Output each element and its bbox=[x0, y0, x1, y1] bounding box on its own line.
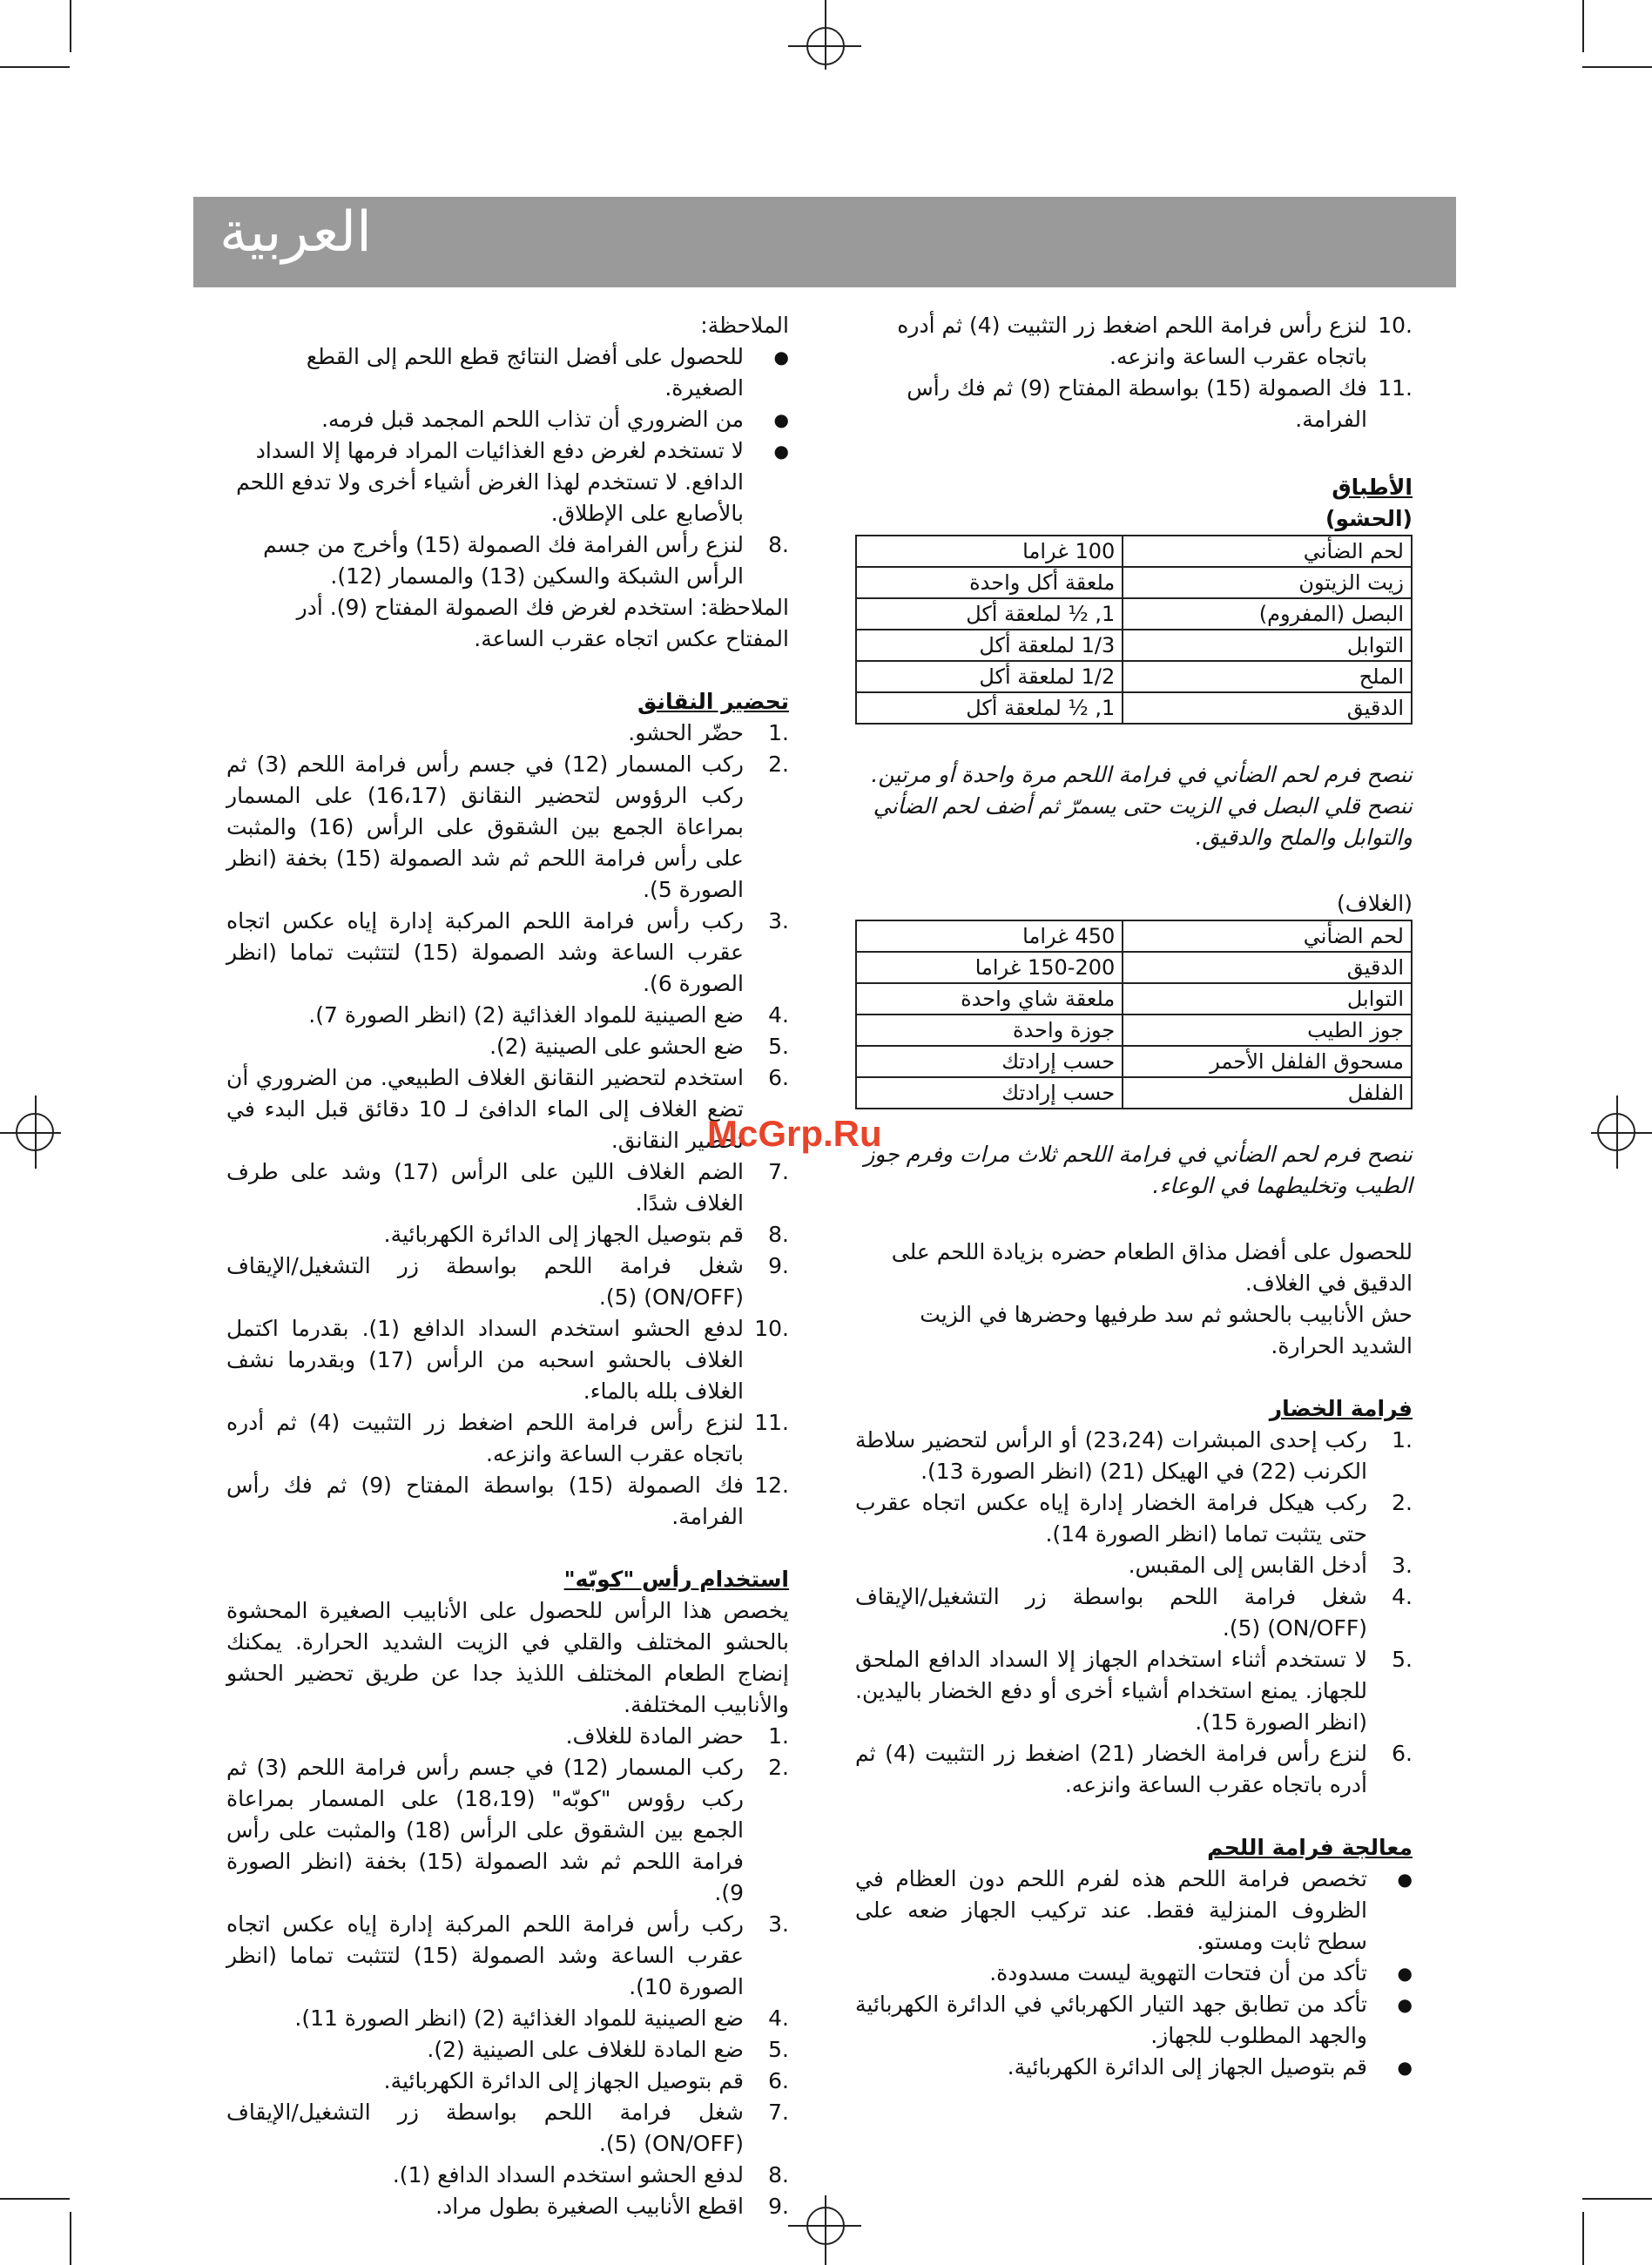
watermark: McGrp.Ru bbox=[707, 1113, 882, 1154]
list-item: ● تأكد من أن فتحات التهوية ليست مسدودة. bbox=[855, 1958, 1413, 1989]
filling-subheading: (الحشو) bbox=[1325, 506, 1413, 531]
kebbe-heading: استخدام رأس "كوبّه" bbox=[563, 1567, 789, 1592]
crop-mark bbox=[70, 2212, 71, 2265]
table-row: مسحوق الفلفل الأحمر حسب إرادتك bbox=[856, 1046, 1412, 1077]
language-banner bbox=[193, 197, 1456, 287]
list-item: .10 لدفع الحشو استخدم السداد الدافع (1). بقدرما اكتمل الغلاف بالحشو اسحبه من الرأس (17) وبقدرما نشف الغلاف بلله بالماء. bbox=[226, 1316, 789, 1404]
tip: للحصول على أفضل مذاق الطعام حضره بزيادة اللحم على الدقيق في الغلاف. bbox=[891, 1239, 1413, 1296]
table-row: التوابل ملعقة شاي واحدة bbox=[856, 983, 1412, 1015]
sausage-steps-list bbox=[226, 718, 789, 1533]
table-row: زيت الزيتون ملعقة أكل واحدة bbox=[856, 567, 1412, 598]
list-item: .1 ركب إحدى المبشرات (23،24) أو الرأس لتحضير سلاطة الكرنب (22) في الهيكل (21) (انظر الصورة 13). bbox=[855, 1427, 1413, 1484]
top-steps-list bbox=[855, 310, 1413, 435]
list-item: .4 ضع الصينية للمواد الغذائية (2) (انظر الصورة 11). bbox=[294, 2005, 789, 2031]
casing-table bbox=[855, 920, 1413, 1109]
list-item: .7 الضم الغلاف اللين على الرأس (17) وشد على طرف الغلاف شدًا. bbox=[226, 1159, 789, 1216]
crop-mark bbox=[1582, 2198, 1652, 2200]
note-2: الملاحظة: استخدم لغرض فك الصمولة المفتاح (9). أدر المفتاح عكس اتجاه عقرب الساعة. bbox=[296, 595, 789, 651]
list-item: .5 ضع الحشو على الصينية (2). bbox=[489, 1034, 789, 1059]
list-item: ● قم بتوصيل الجهاز إلى الدائرة الكهربائية. bbox=[855, 2052, 1413, 2083]
note-label: الملاحظة: bbox=[700, 313, 789, 338]
list-item: .4 شغل فرامة اللحم بواسطة زر التشغيل/الإيقاف (ON/OFF) (5). bbox=[855, 1584, 1413, 1641]
list-item: .3 ركب رأس فرامة اللحم المركبة إدارة إياه عكس اتجاه عقرب الساعة وشد الصمولة (15) لتتثبت تماما (انظر الصورة 10). bbox=[226, 1911, 789, 1999]
sausage-heading: تحضير النقانق bbox=[637, 689, 789, 714]
casing-note: ننصح فرم لحم الضأني في فرامة اللحم ثلاث مرات وفرم جوز الطيب وتخليطهما في الوعاء. bbox=[864, 1142, 1413, 1198]
table-row: التوابل 1/3 لملعقة أكل bbox=[856, 630, 1412, 661]
list-item: ● تأكد من تطابق جهد التيار الكهربائي في الدائرة الكهربائية والجهد المطلوب للجهاز. bbox=[855, 1989, 1413, 2052]
list-item: .4 ضع الصينية للمواد الغذائية (2) (انظر الصورة 7). bbox=[308, 1002, 789, 1028]
kebbe-intro: يخصص هذا الرأس للحصول على الأنابيب الصغيرة المحشوة بالحشو المختلف والقلي في الزيت الشديد الحرارة. يمكنك إنضاج الطعام المختلف اللذيذ جدا عن طريق تحضير الحشو والأنابيب المختلفة. bbox=[226, 1598, 789, 1717]
list-item: .8 لنزع رأس الفرامة فك الصمولة (15) وأخرج من جسم الرأس الشبكة والسكين (13) والمسمار (12). bbox=[263, 532, 789, 589]
crop-mark bbox=[70, 0, 71, 52]
processing-heading: معالجة فرامة اللحم bbox=[1207, 1835, 1413, 1860]
list-item: .11 فك الصمولة (15) بواسطة المفتاح (9) ثم فك رأس الفرامة. bbox=[907, 375, 1413, 432]
list-item: .2 ركب هيكل فرامة الخضار إدارة إياه عكس اتجاه عقرب حتى يتثبت تماما (انظر الصورة 14). bbox=[855, 1490, 1413, 1547]
list-item: ● لا تستخدم لغرض دفع الغذائيات المراد فرمها إلا السداد الدافع. لا تستخدم لهذا الغرض أشياء أخرى ولا تدفع اللحم بالأصابع على الإطلاق. bbox=[226, 435, 789, 529]
list-item: .2 ركب المسمار (12) في جسم رأس فرامة اللحم (3) ثم ركب رؤوس "كوبّه" (18،19) على المسمار بمراعاة الجمع بين الشقوق على الرأس (18) والمثبت على رأس فرامة اللحم ثم شد الصمولة (15) بخفة (انظر الصورة 9). bbox=[226, 1755, 789, 1905]
list-item: ● للحصول على أفضل النتائج قطع اللحم إلى القطع الصغيرة. bbox=[226, 341, 789, 404]
list-item: .11 لنزع رأس فرامة اللحم اضغط زر التثبيت (4) ثم أدره باتجاه عقرب الساعة وانزعه. bbox=[226, 1410, 789, 1466]
casing-subheading: (الغلاف) bbox=[1337, 891, 1413, 916]
registration-mark bbox=[806, 2207, 845, 2245]
list-item: .3 أدخل القابس إلى المقبس. bbox=[1128, 1553, 1413, 1578]
processing-bullets bbox=[855, 1864, 1413, 2083]
table-row: لحم الضأني 450 غراما bbox=[856, 920, 1412, 952]
filling-table bbox=[855, 535, 1413, 725]
tip: حش الأنابيب بالحشو ثم سد طرفيها وحضرها في الزيت الشديد الحرارة. bbox=[920, 1302, 1413, 1358]
list-item: ● تخصص فرامة اللحم هذه لفرم اللحم دون العظام في الظروف المنزلية فقط. عند تركيب الجهاز ضعه على سطح ثابت ومستو. bbox=[855, 1864, 1413, 1958]
list-item: .2 ركب المسمار (12) في جسم رأس فرامة اللحم (3) ثم ركب الرؤوس لتحضير النقانق (16،17) على المسمار بمراعاة الجمع بين الشقوق على الرأس (16) والمثبت على رأس فرامة اللحم ثم شد الصمولة (15) بخفة (انظر الصورة 5). bbox=[226, 752, 789, 902]
vegetable-steps-list bbox=[855, 1425, 1413, 1801]
filling-note: ننصح فرم لحم الضأني في فرامة اللحم مرة واحدة أو مرتين. bbox=[871, 762, 1413, 787]
registration-mark bbox=[16, 1113, 54, 1151]
crop-mark bbox=[0, 2198, 70, 2200]
list-item: .7 شغل فرامة اللحم بواسطة زر التشغيل/الإيقاف (ON/OFF) (5). bbox=[226, 2100, 789, 2156]
table-row: الفلفل حسب إرادتك bbox=[856, 1077, 1412, 1109]
list-item: ● من الضروري أن تذاب اللحم المجمد قبل فرمه. bbox=[226, 404, 789, 435]
list-item: .6 استخدم لتحضير النقانق الغلاف الطبيعي. من الضروري أن تضع الغلاف إلى الماء الدافئ لـ 10 دقائق قبل البدء في تحضير النقانق. bbox=[226, 1065, 789, 1153]
right-column bbox=[855, 310, 1413, 2083]
list-item: .12 فك الصمولة (15) بواسطة المفتاح (9) ثم فك رأس الفرامة. bbox=[226, 1473, 789, 1529]
dishes-heading: الأطباق bbox=[1332, 475, 1413, 500]
registration-mark bbox=[1597, 1113, 1635, 1151]
kebbe-steps-list bbox=[226, 1721, 789, 2222]
crop-mark bbox=[1582, 2212, 1584, 2265]
crop-mark bbox=[1582, 66, 1652, 68]
list-item: .10 لنزع رأس فرامة اللحم اضغط زر التثبيت (4) ثم أدره باتجاه عقرب الساعة وانزعه. bbox=[897, 313, 1413, 369]
table-row: البصل (المفروم) 1, ½ لملعقة أكل bbox=[856, 598, 1412, 630]
note-bullets bbox=[226, 341, 789, 529]
page-title: العربية bbox=[219, 200, 372, 265]
list-item: .5 لا تستخدم أثناء استخدام الجهاز إلا السداد الدافع الملحق للجهاز. يمنع استخدام أشياء أخرى أو دفع الخضار باليدين. (انظر الصورة 15). bbox=[855, 1647, 1413, 1735]
table-row: جوز الطيب جوزة واحدة bbox=[856, 1015, 1412, 1046]
crop-mark bbox=[0, 66, 70, 68]
crop-mark bbox=[1582, 0, 1584, 52]
list-item: .8 قم بتوصيل الجهاز إلى الدائرة الكهربائية. bbox=[383, 1222, 789, 1247]
list-item: .9 اقطع الأنابيب الصغيرة بطول مراد. bbox=[435, 2194, 789, 2219]
table-row: لحم الضأني 100 غراما bbox=[856, 536, 1412, 567]
list-item: .1 حضر المادة للغلاف. bbox=[565, 1723, 789, 1749]
left-column bbox=[226, 310, 789, 2222]
table-row: الملح 1/2 لملعقة أكل bbox=[856, 661, 1412, 692]
table-row: الدقيق 150-200 غراما bbox=[856, 952, 1412, 983]
list-item: .1 حضّر الحشو. bbox=[628, 720, 789, 745]
list-item: .9 شغل فرامة اللحم بواسطة زر التشغيل/الإيقاف (ON/OFF) (5). bbox=[226, 1253, 789, 1310]
filling-note: ننصح قلي البصل في الزيت حتى يسمرّ ثم أضف لحم الضأني والتوابل والملح والدقيق. bbox=[873, 793, 1413, 850]
list-item: .6 قم بتوصيل الجهاز إلى الدائرة الكهربائية. bbox=[383, 2068, 789, 2093]
registration-mark bbox=[806, 27, 845, 65]
table-row: الدقيق 1, ½ لملعقة أكل bbox=[856, 692, 1412, 724]
step-8-list bbox=[226, 529, 789, 592]
list-item: .6 لنزع رأس فرامة الخضار (21) اضغط زر التثبيت (4) ثم أدره باتجاه عقرب الساعة وانزعه. bbox=[855, 1741, 1413, 1797]
list-item: .8 لدفع الحشو استخدم السداد الدافع (1). bbox=[392, 2162, 789, 2187]
vegetable-heading: فرامة الخضار bbox=[1269, 1396, 1413, 1421]
list-item: .5 ضع المادة للغلاف على الصينية (2). bbox=[427, 2037, 789, 2062]
list-item: .3 ركب رأس فرامة اللحم المركبة إدارة إياه عكس اتجاه عقرب الساعة وشد الصمولة (15) لتتثبت تماما (انظر الصورة 6). bbox=[226, 908, 789, 996]
